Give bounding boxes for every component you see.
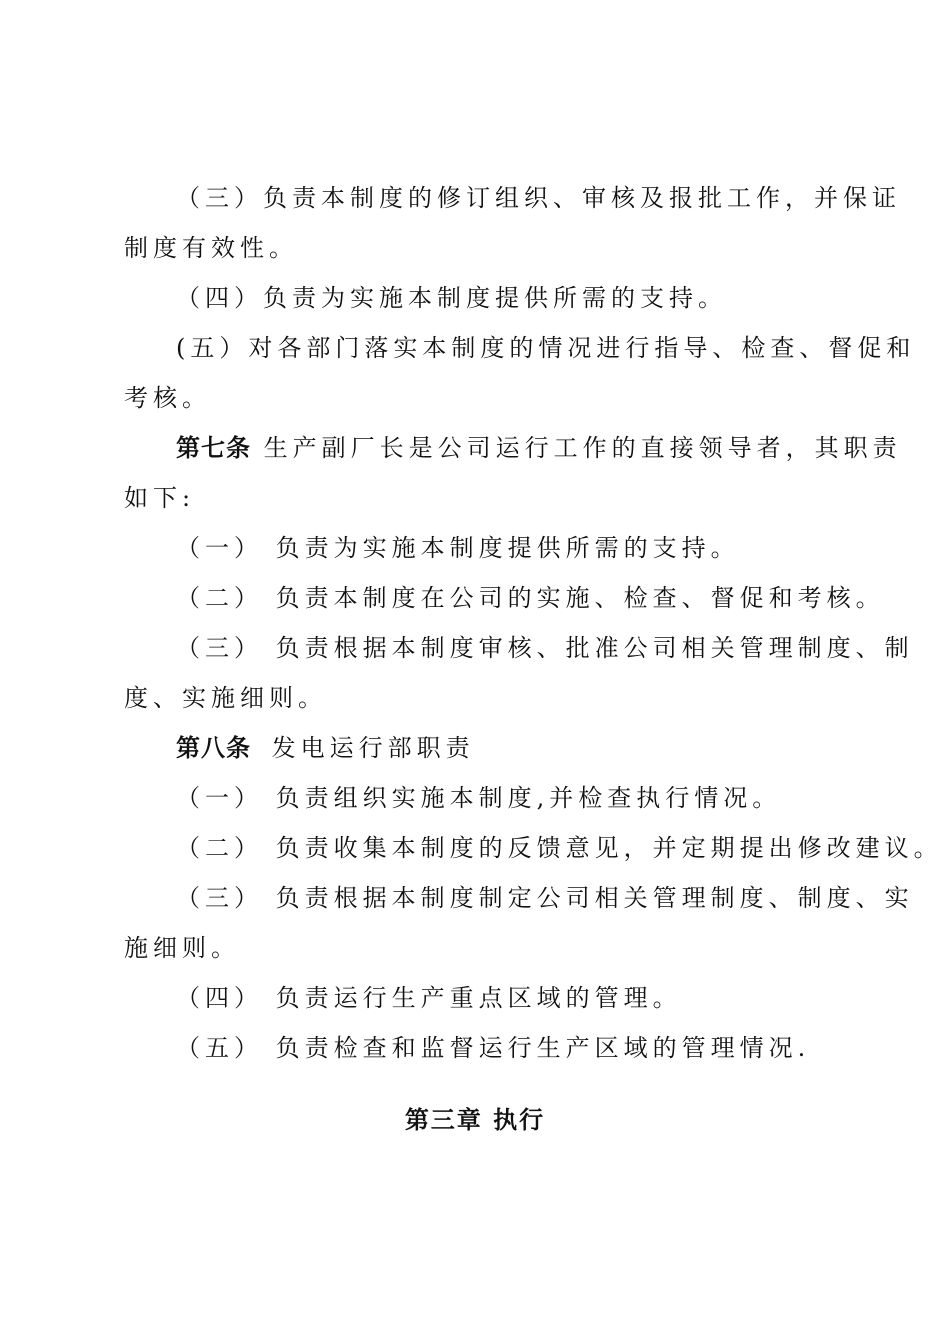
article-7-heading: 第七条 (176, 434, 251, 462)
article-8-item-5: （五） 负责检查和监督运行生产区域的管理情况. (176, 1034, 811, 1062)
article-7-item-3-line-1: （三） 负责根据本制度审核、批准公司相关管理制度、制 (176, 634, 914, 662)
article-8-item-3-line-1: （三） 负责根据本制度制定公司相关管理制度、制度、实 (176, 884, 914, 912)
article-7-text: 生产副厂长是公司运行工作的直接领导者，其职责 (263, 434, 902, 462)
article-8-line (176, 732, 836, 764)
paragraph-5-line-1: (五）对各部门落实本制度的情况进行指导、检查、督促和 (176, 334, 916, 362)
paragraph-3-line-1: （三）负责本制度的修订组织、审核及报批工作，并保证 (176, 184, 901, 212)
article-7-line-2: 如下: (124, 484, 196, 512)
article-7-item-1: （一） 负责为实施本制度提供所需的支持。 (176, 534, 740, 562)
chapter-heading: 第三章 执行 (404, 1106, 546, 1134)
paragraph-4: （四）负责为实施本制度提供所需的支持。 (176, 284, 727, 312)
article-8-item-1: （一） 负责组织实施本制度,并检查执行情况。 (176, 784, 782, 812)
article-8-item-2: （二） 负责收集本制度的反馈意见，并定期提出修改建议。 (176, 834, 943, 862)
article-8-text: 发电运行部职责 (271, 734, 475, 762)
article-8-heading: 第八条 (176, 734, 251, 762)
article-7-line-1 (176, 432, 902, 464)
article-8-item-4: （四） 负责运行生产重点区域的管理。 (176, 984, 682, 1012)
paragraph-3-line-2: 制度有效性。 (124, 234, 298, 262)
paragraph-5-line-2: 考核。 (124, 384, 211, 412)
article-7-item-3-line-2: 度、实施细则。 (124, 684, 327, 712)
article-8-item-3-line-2: 施细则。 (124, 934, 240, 962)
article-7-item-2: （二） 负责本制度在公司的实施、检查、督促和考核。 (176, 584, 885, 612)
